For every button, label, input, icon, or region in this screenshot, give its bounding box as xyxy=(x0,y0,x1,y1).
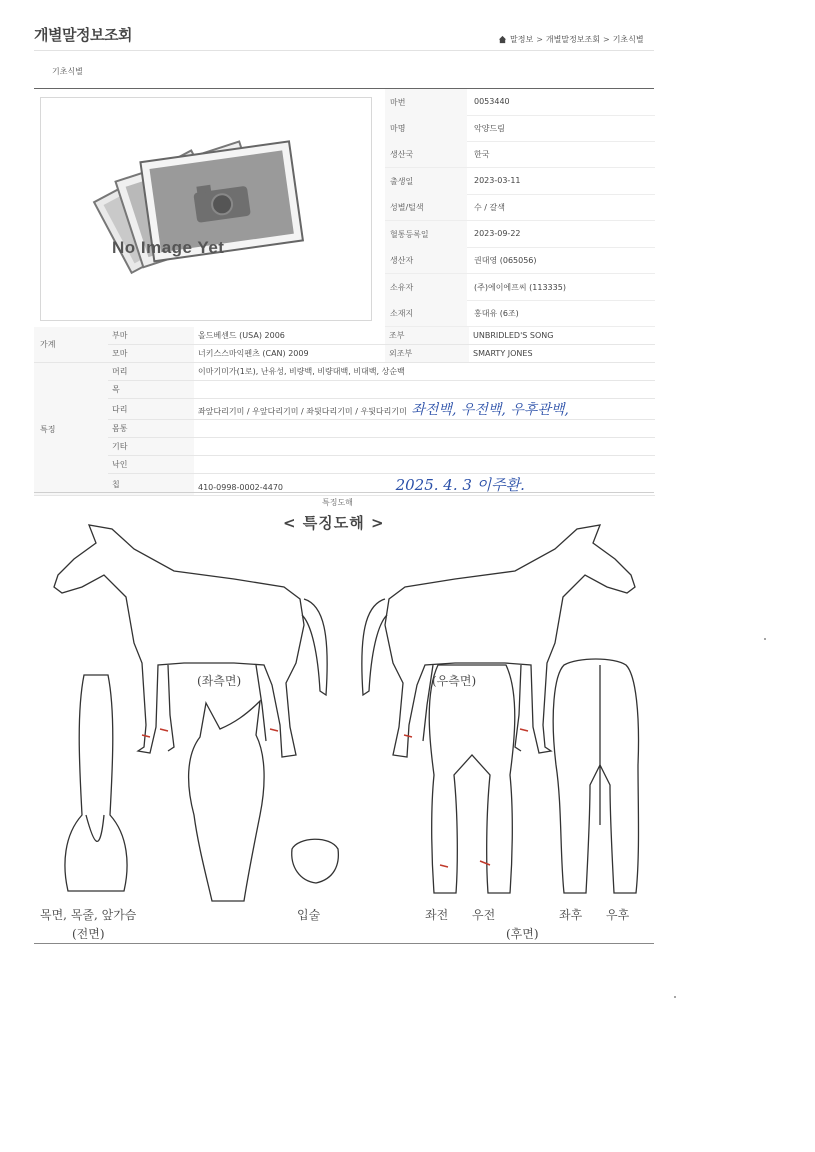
info-row-birth-date xyxy=(385,168,655,195)
section-divider xyxy=(34,492,654,493)
feature-label: 몸통 xyxy=(108,420,194,438)
rear-view-label: (후면) xyxy=(506,927,539,941)
table-row xyxy=(34,345,655,363)
page-end-divider xyxy=(34,943,654,944)
damsire-value: SMARTY JONES xyxy=(469,345,655,363)
table-row xyxy=(34,327,655,345)
info-row-owner xyxy=(385,274,655,301)
front-legs-outline xyxy=(429,665,515,893)
info-value: 한국 xyxy=(474,150,490,159)
sire-value: 올드베센드 (USA) 2006 xyxy=(194,327,385,345)
left-fore-label: 좌전 xyxy=(425,908,449,922)
damsire-label: 외조부 xyxy=(385,345,469,363)
info-row-location xyxy=(385,300,655,327)
page-title: 개별말정보조회 xyxy=(34,26,132,44)
lips-label: 입술 xyxy=(297,908,321,922)
horse-markings-diagram xyxy=(34,515,655,945)
info-label: 소유자 xyxy=(390,283,414,292)
head-front-outline xyxy=(189,701,265,901)
tab-basic-identification[interactable]: 기초식별 xyxy=(52,67,83,76)
feature-label: 다리 xyxy=(108,399,194,420)
pedigree-section-label: 가계 xyxy=(34,327,108,363)
info-row-breeder xyxy=(385,247,655,274)
info-row-sex-color xyxy=(385,194,655,221)
feature-label: 낙인 xyxy=(108,456,194,474)
info-label: 혈통등록일 xyxy=(390,230,429,239)
info-label: 생산국 xyxy=(390,150,414,159)
table-row xyxy=(34,438,655,456)
breadcrumb-home[interactable]: 말정보 xyxy=(510,35,534,44)
feature-label: 기타 xyxy=(108,438,194,456)
table-row xyxy=(34,381,655,399)
handwritten-leg-note: 좌전백, 우전백, 우후관백, xyxy=(411,402,569,418)
info-row-country xyxy=(385,141,655,168)
breadcrumb-separator: > xyxy=(603,35,610,44)
grandsire-value: UNBRIDLED'S SONG xyxy=(469,327,655,345)
feature-value-legs xyxy=(194,399,655,420)
feature-label: 목 xyxy=(108,381,194,399)
info-label: 생산자 xyxy=(390,256,414,265)
sire-label: 부마 xyxy=(108,327,194,345)
feature-value xyxy=(194,420,655,438)
header-divider xyxy=(34,50,654,51)
pedigree-features-table xyxy=(34,327,655,496)
info-value: 2023-03-11 xyxy=(474,176,521,185)
left-side-label: (좌측면) xyxy=(197,674,242,688)
right-side-label: (우측면) xyxy=(432,674,477,688)
feature-label: 머리 xyxy=(108,363,194,381)
feature-value xyxy=(194,438,655,456)
chip-number: 410-0998-0002-4470 xyxy=(198,483,284,492)
grandsire-label: 조부 xyxy=(385,327,469,345)
dam-label: 모마 xyxy=(108,345,194,363)
feature-value: 좌앞다리기미 / 우앞다리기미 / 좌뒷다리기미 / 우뒷다리기미 xyxy=(198,407,407,416)
scan-speck xyxy=(764,638,766,640)
table-row xyxy=(34,420,655,438)
info-label: 마명 xyxy=(390,124,406,133)
camera-photo-stack-icon xyxy=(87,134,307,284)
right-hind-label: 우후 xyxy=(606,908,630,922)
front-chest-outline xyxy=(65,675,127,891)
no-image-text: No Image Yet xyxy=(112,238,225,257)
scan-speck xyxy=(674,996,676,998)
info-label: 소재지 xyxy=(390,309,414,318)
left-side-horse-outline xyxy=(54,525,327,757)
table-row xyxy=(34,399,655,420)
table-row xyxy=(34,363,655,381)
feature-value xyxy=(194,456,655,474)
info-row-horse-name xyxy=(385,115,655,142)
home-icon[interactable] xyxy=(498,35,507,44)
info-value: 권대영 (065056) xyxy=(474,256,537,265)
info-value: 홍대유 (6조) xyxy=(474,309,519,318)
left-hind-label: 좌후 xyxy=(559,908,583,922)
hind-legs-outline xyxy=(553,659,638,893)
right-fore-label: 우전 xyxy=(472,908,496,922)
breadcrumb-level2[interactable]: 개별말정보조회 xyxy=(545,35,600,44)
info-label: 마번 xyxy=(390,98,406,107)
dam-value: 너키스스마익펜츠 (CAN) 2009 xyxy=(194,345,385,363)
info-value: 악양드림 xyxy=(474,124,505,133)
info-value: 수 / 갈색 xyxy=(474,203,505,212)
feature-value xyxy=(194,381,655,399)
diagram-caption: 특징도해 xyxy=(322,498,353,507)
right-side-horse-outline xyxy=(362,525,635,757)
table-row xyxy=(34,456,655,474)
diagram-title: < 특징도해 > xyxy=(283,514,385,532)
info-label: 출생일 xyxy=(390,177,414,186)
lips-outline xyxy=(292,839,339,883)
features-section-label: 특징 xyxy=(34,363,108,496)
feature-label: 칩 xyxy=(108,474,194,496)
info-value: 0053440 xyxy=(474,97,510,106)
info-value: 2023-09-22 xyxy=(474,229,521,238)
info-value: (주)에이에프씨 (113335) xyxy=(474,283,566,292)
breadcrumb xyxy=(498,34,644,45)
front-view-label: (전면) xyxy=(72,927,105,941)
handwritten-date-signature: 2025. 4. 3 이주환. xyxy=(395,476,525,494)
info-row-registration-date xyxy=(385,221,655,248)
breadcrumb-current: 기초식별 xyxy=(612,35,644,44)
breadcrumb-separator: > xyxy=(536,35,543,44)
info-row-horse-number xyxy=(385,89,655,116)
info-label: 성별/털색 xyxy=(390,203,424,212)
horse-photo-placeholder xyxy=(40,97,372,321)
feature-value: 이마기미가(1로), 난유성, 비량백, 비량대백, 비대백, 상순백 xyxy=(194,363,655,381)
front-parts-label: 목면, 목줄, 앞가슴 xyxy=(40,908,137,922)
